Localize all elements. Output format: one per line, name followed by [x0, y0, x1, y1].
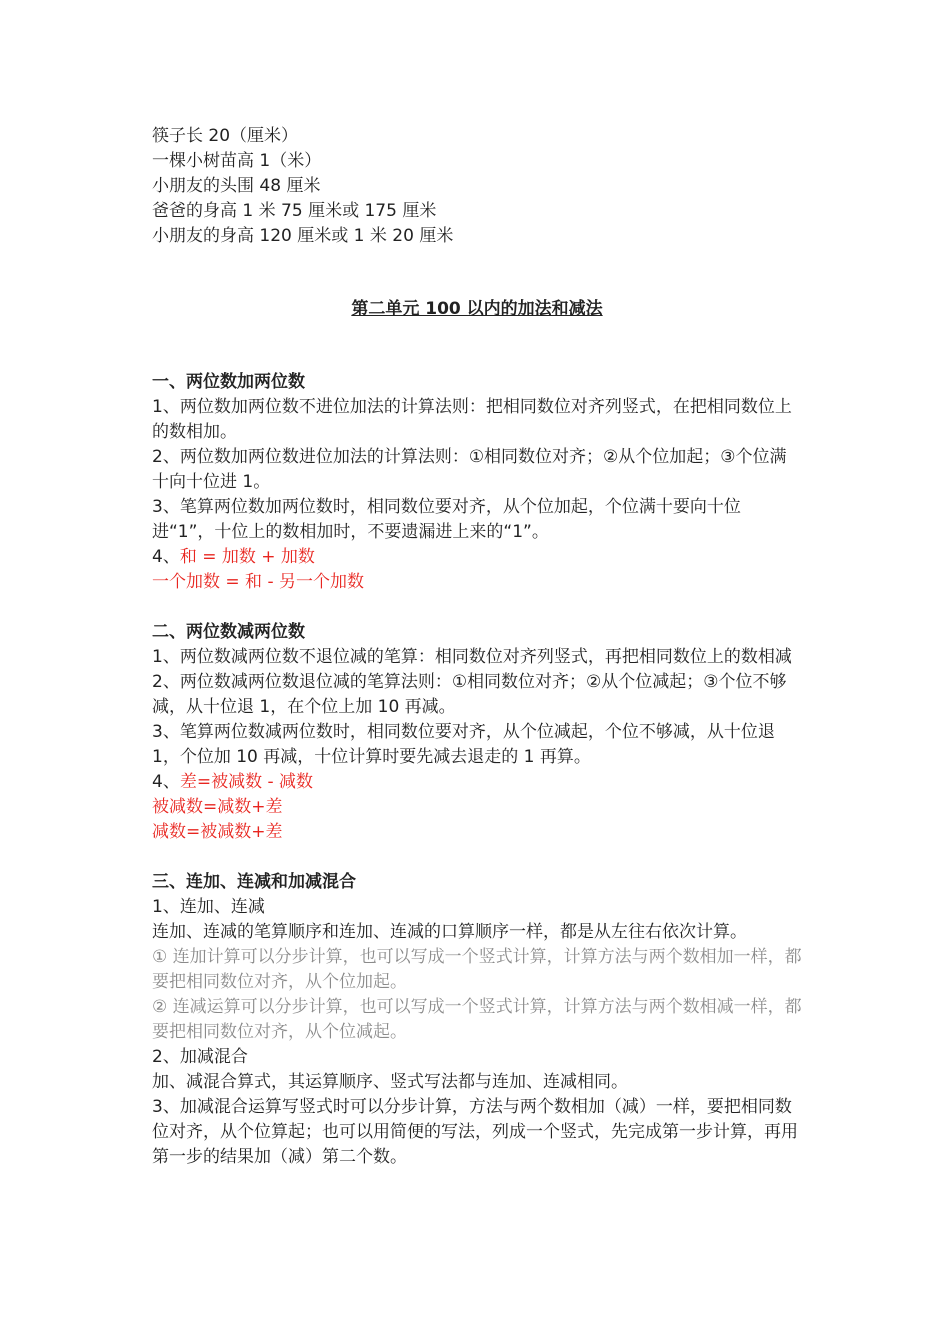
section-3-subheading-1: 1、连加、连减 — [152, 897, 265, 917]
section-1-formula-2: 一个加数 = 和 - 另一个加数 — [152, 572, 364, 592]
section-2-formula-1 — [152, 770, 802, 795]
intro-line-3: 小朋友的头围 48 厘米 — [152, 176, 321, 196]
intro-line-5: 小朋友的身高 120 厘米或 1 米 20 厘米 — [152, 226, 454, 246]
formula-difference: 差=被减数 - 减数 — [179, 772, 314, 792]
section-3-heading: 三、连加、连减和加减混合 — [152, 872, 356, 892]
formula-sum: 和 = 加数 + 加数 — [179, 547, 315, 567]
section-3-subheading-2: 2、加减混合 — [152, 1047, 248, 1067]
section-1-paragraph-3: 3、笔算两位数加两位数时，相同数位要对齐，从个位加起，个位满十要向十位进“1”，十位上的数相加时，不要遗漏进上来的“1”。 — [152, 497, 741, 542]
document-page — [152, 124, 802, 1170]
section-3-note-1: ① 连加计算可以分步计算，也可以写成一个竖式计算，计算方法与两个数相加一样，都要把相同数位对齐，从个位加起。 — [152, 947, 802, 992]
formula-prefix: 4、 — [152, 547, 180, 567]
intro-line-2: 一棵小树苗高 1（米） — [152, 151, 322, 171]
intro-line-1: 筷子长 20（厘米） — [152, 126, 299, 146]
section-2-paragraph-2: 2、两位数减两位数退位减的笔算法则：①相同数位对齐；②从个位减起；③个位不够减，从十位退 1，在个位上加 10 再减。 — [152, 672, 787, 717]
section-3-paragraph-2: 加、减混合算式，其运算顺序、竖式写法都与连加、连减相同。 — [152, 1072, 628, 1092]
intro-line-4: 爸爸的身高 1 米 75 厘米或 175 厘米 — [152, 201, 437, 221]
section-1-heading: 一、两位数加两位数 — [152, 372, 305, 392]
section-3-paragraph-3: 3、加减混合运算写竖式时可以分步计算，方法与两个数相加（减）一样，要把相同数位对齐，从个位算起；也可以用简便的写法，列成一个竖式，先完成第一步计算，再用第一步的结果加（减）第二个数。 — [152, 1097, 798, 1167]
section-2-formula-3: 减数=被减数+差 — [152, 822, 283, 842]
section-1-formula-1 — [152, 545, 802, 570]
section-1-paragraph-2: 2、两位数加两位数进位加法的计算法则：①相同数位对齐；②从个位加起；③个位满十向十位进 1。 — [152, 447, 787, 492]
section-3-note-2: ② 连减运算可以分步计算，也可以写成一个竖式计算，计算方法与两个数相减一样，都要把相同数位对齐，从个位减起。 — [152, 997, 802, 1042]
section-2-paragraph-1: 1、两位数减两位数不退位减的笔算：相同数位对齐列竖式，再把相同数位上的数相减 — [152, 647, 792, 667]
section-2-heading: 二、两位数减两位数 — [152, 622, 305, 642]
unit-title: 第二单元 100 以内的加法和减法 — [351, 299, 603, 319]
section-1-paragraph-1: 1、两位数加两位数不进位加法的计算法则：把相同数位对齐列竖式，在把相同数位上的数相加。 — [152, 397, 792, 442]
section-2-paragraph-3: 3、笔算两位数减两位数时，相同数位要对齐，从个位减起，个位不够减，从十位退 1，个位加 10 再减，十位计算时要先减去退走的 1 再算。 — [152, 722, 775, 767]
formula-prefix: 4、 — [152, 772, 180, 792]
section-2-formula-2: 被减数=减数+差 — [152, 797, 283, 817]
section-3-paragraph-1: 连加、连减的笔算顺序和连加、连减的口算顺序一样，都是从左往右依次计算。 — [152, 922, 747, 942]
